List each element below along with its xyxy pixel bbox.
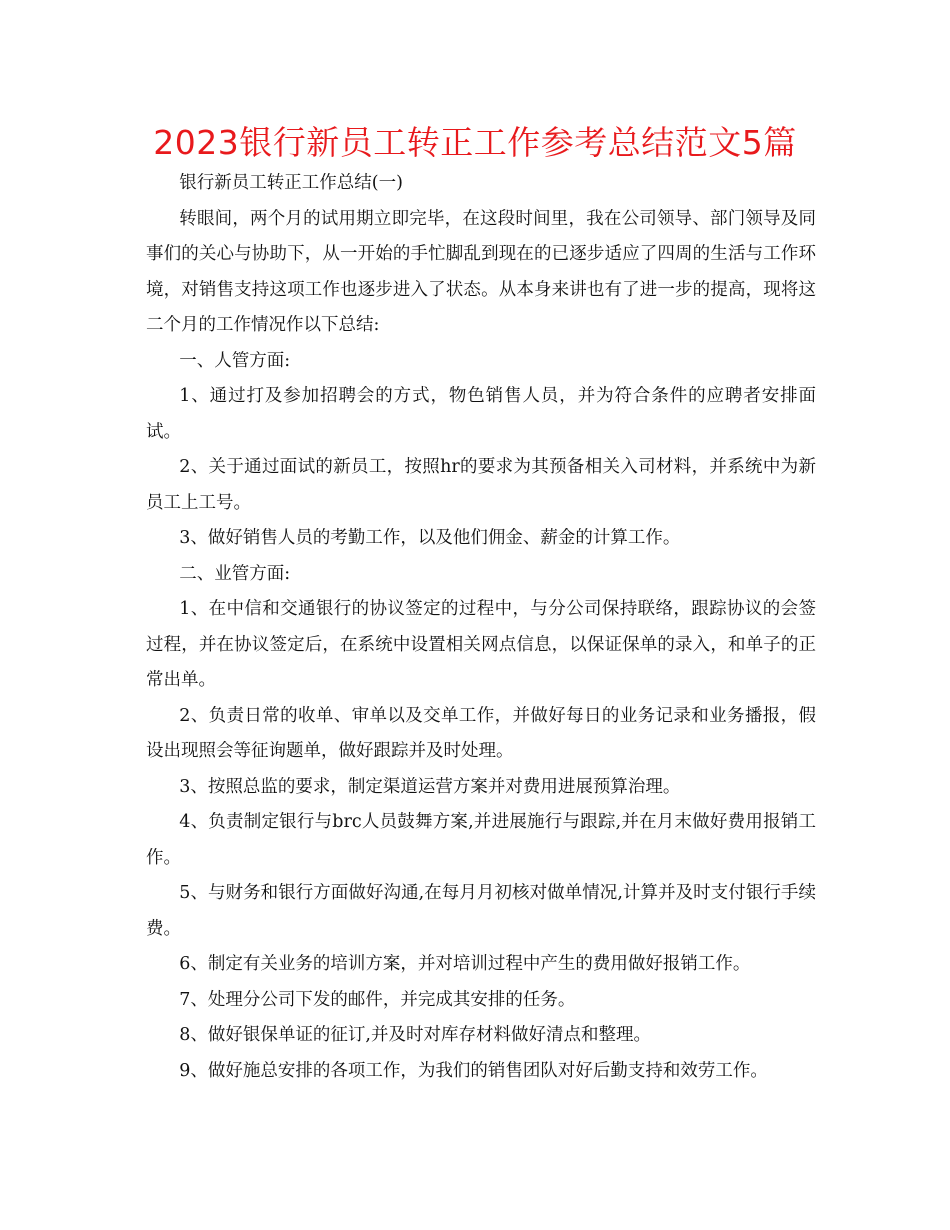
list-item: 3、做好销售人员的考勤工作，以及他们佣金、薪金的计算工作。 [179, 528, 681, 548]
list-item: 5、与财务和银行方面做好沟通,在每月月初核对做单情况,计算并及时支付银行手续费。 [146, 883, 816, 939]
list-item: 7、处理分公司下发的邮件，并完成其安排的任务。 [179, 989, 576, 1010]
subsection-heading: 一、人管方面: [179, 350, 291, 371]
list-item: 1、通过打及参加招聘会的方式，物色销售人员，并为符合条件的应聘者安排面试。 [146, 386, 816, 442]
document-title: 2023银行新员工转正工作参考总结范文5篇 [153, 123, 797, 162]
list-item: 8、做好银保单证的征订,并及时对库存材料做好清点和整理。 [179, 1025, 651, 1045]
document-body [146, 166, 816, 1089]
list-item: 3、按照总监的要求，制定渠道运营方案并对费用进展预算治理。 [179, 776, 681, 797]
list-item: 9、做好施总安排的各项工作，为我们的销售团队对好后勤支持和效劳工作。 [179, 1060, 768, 1081]
list-item: 1、在中信和交通银行的协议签定的过程中，与分公司保持联络，跟踪协议的会签过程，并在协议签定后，在系统中设置相关网点信息，以保证保单的录入，和单子的正常出单。 [146, 599, 816, 690]
list-item: 2、负责日常的收单、审单以及交单工作，并做好每日的业务记录和业务播报，假设出现照会等征询题单，做好跟踪并及时处理。 [146, 705, 816, 761]
list-item: 6、制定有关业务的培训方案，并对培训过程中产生的费用做好报销工作。 [179, 954, 751, 974]
list-item: 4、负责制定银行与brc人员鼓舞方案,并进展施行与跟踪,并在月末做好费用报销工作。 [146, 812, 816, 868]
intro-paragraph: 转眼间，两个月的试用期立即完毕，在这段时间里，我在公司领导、部门领导及同事们的关心与协助下，从一开始的手忙脚乱到现在的已逐步适应了四周的生活与工作环境，对销售支持这项工作也逐步进入了状态。从本身来讲也有了进一步的提高，现将这二个月的工作情况作以下总结: [146, 208, 816, 335]
list-item: 2、关于通过面试的新员工，按照hr的要求为其预备相关入司材料，并系统中为新员工上工号。 [146, 457, 816, 513]
section-heading: 银行新员工转正工作总结(一) [179, 173, 403, 193]
subsection-heading: 二、业管方面: [179, 563, 291, 584]
